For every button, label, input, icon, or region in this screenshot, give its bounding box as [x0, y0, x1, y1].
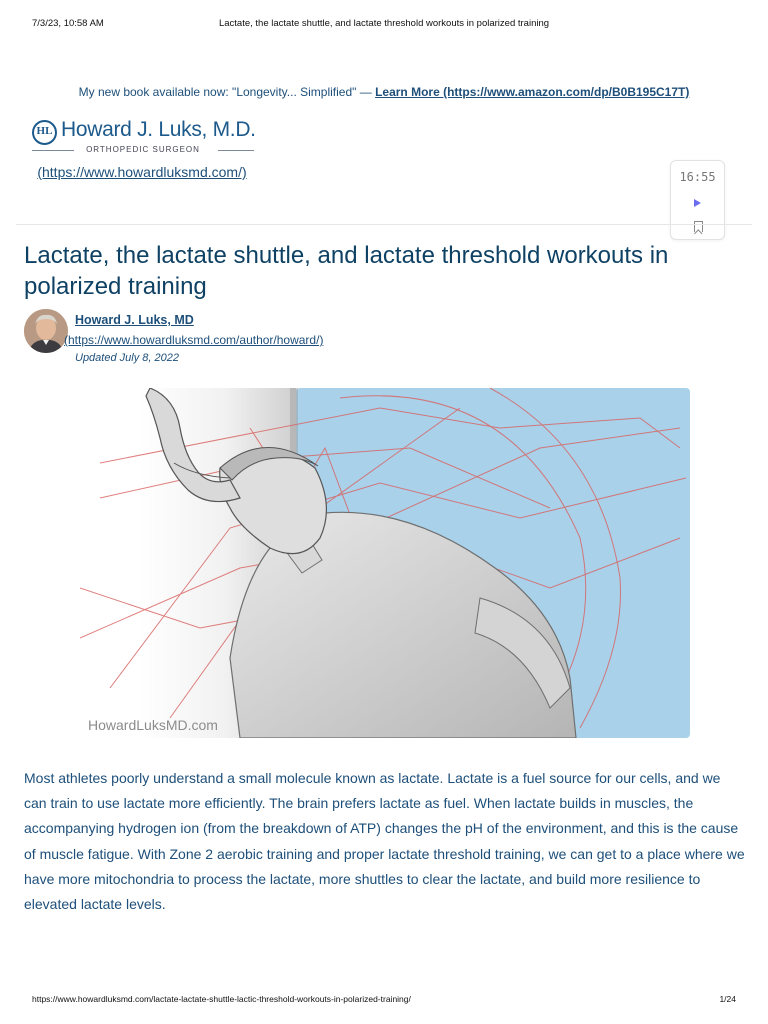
- site-logo[interactable]: [32, 118, 254, 158]
- print-document-title: Lactate, the lactate shuttle, and lactate threshold workouts in polarized training: [218, 18, 550, 29]
- illustration-watermark: HowardLuksMD.com: [88, 717, 218, 733]
- article-hero-illustration: [80, 388, 690, 738]
- play-icon[interactable]: [694, 199, 701, 207]
- article-intro-paragraph: Most athletes poorly understand a small molecule known as lactate. Lactate is a fuel source for our cells, and we can train to use lactate more efficiently. The brain prefers lactate as fuel. When lactate builds in muscles, the accompanying hydrogen ion (from the breakdown of ATP) changes the pH of the environment, and this is the cause of muscle fatigue. With Zone 2 aerobic training and proper lactate threshold training, we can get to a place where we have more mitochondria to process the lactate, more shuttles to clear the lactate, and build more resilience to elevated lactate levels.: [24, 770, 745, 913]
- book-announcement: [0, 85, 768, 99]
- print-url: https://www.howardluksmd.com/lactate-lactate-shuttle-lactic-threshold-workouts-in-polarized-training/: [32, 994, 411, 1004]
- print-date: 7/3/23, 10:58 AM: [32, 18, 104, 29]
- author-avatar[interactable]: [24, 309, 68, 353]
- home-url-link[interactable]: (https://www.howardluksmd.com/): [37, 164, 247, 180]
- hl-monogram-icon: [32, 120, 57, 145]
- time-display: 16:55: [679, 170, 716, 184]
- updated-date: Updated July 8, 2022: [75, 352, 179, 364]
- announcement-text: My new book available now: "Longevity... Simplified" —: [78, 85, 376, 99]
- author-byline: [24, 309, 444, 369]
- bookmark-icon[interactable]: [694, 221, 703, 232]
- logo-name: Howard J. Luks, M.D.: [61, 118, 256, 141]
- learn-more-link[interactable]: Learn More (https://www.amazon.com/dp/B0B195C17T): [375, 85, 690, 99]
- reading-time-widget: [670, 160, 725, 240]
- print-page-number: 1/24: [719, 994, 736, 1004]
- print-footer: [32, 994, 736, 1006]
- logo-tagline: [32, 144, 254, 156]
- author-name-link[interactable]: Howard J. Luks, MD: [75, 313, 194, 327]
- article-title: Lactate, the lactate shuttle, and lactate threshold workouts in polarized training: [24, 242, 669, 300]
- tagline-text: ORTHOPEDIC SURGEON: [86, 145, 200, 154]
- logo-monogram: HL: [36, 125, 53, 137]
- author-url-link[interactable]: (https://www.howardluksmd.com/author/howard/): [64, 333, 324, 347]
- print-header: [32, 18, 736, 32]
- header-divider: [16, 224, 752, 225]
- tagline-rule-right: [218, 150, 254, 151]
